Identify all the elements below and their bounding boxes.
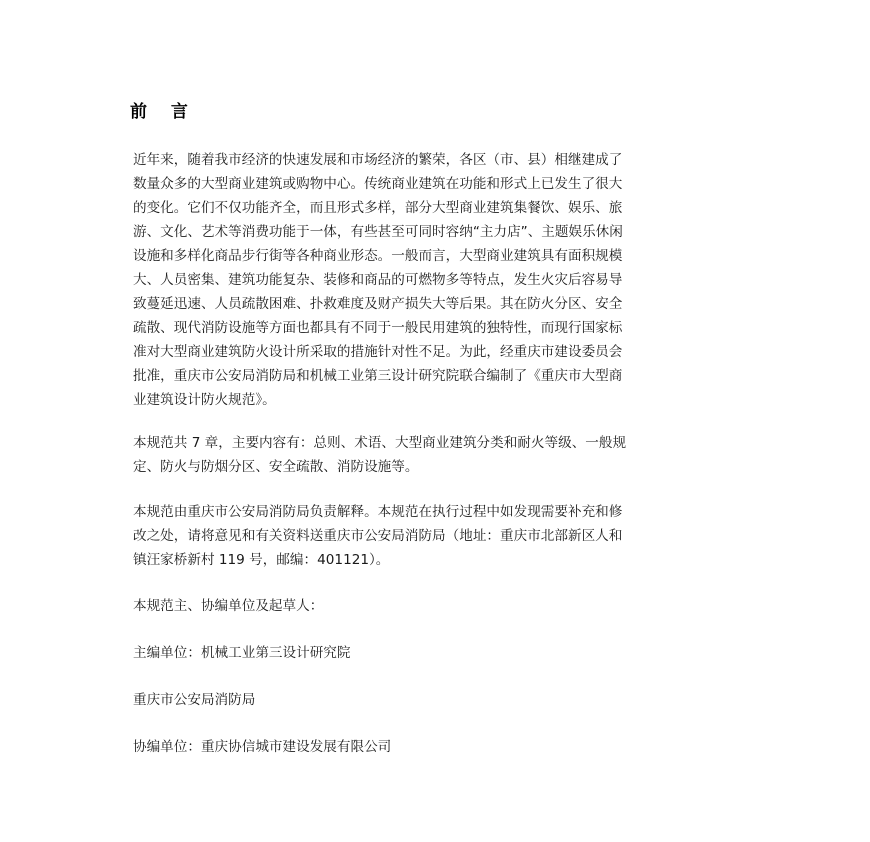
interpretation-line: 改之处，请将意见和有关资料送重庆市公安局消防局（地址：重庆市北部新区人和 xyxy=(133,528,623,544)
intro-line: 游、文化、艺术等消费功能于一体，有些甚至可同时容纳“主力店”、主题娱乐休闲 xyxy=(133,224,623,240)
intro-line: 近年来，随着我市经济的快速发展和市场经济的繁荣，各区（市、县）相继建成了 xyxy=(133,152,623,168)
intro-line: 准对大型商业建筑防火设计所采取的措施针对性不足。为此，经重庆市建设委员会 xyxy=(133,344,623,360)
interpretation-line: 本规范由重庆市公安局消防局负责解释。本规范在执行过程中如发现需要补充和修 xyxy=(133,504,623,520)
intro-line: 致蔓延迅速、人员疏散困难、扑救难度及财产损失大等后果。其在防火分区、安全 xyxy=(133,296,623,312)
intro-line: 数量众多的大型商业建筑或购物中心。传统商业建筑在功能和形式上已发生了很大 xyxy=(133,176,623,192)
intro-line: 设施和多样化商品步行街等各种商业形态。一般而言，大型商业建筑具有面积规模 xyxy=(133,248,623,264)
content-line: 本规范共 7 章，主要内容有：总则、术语、大型商业建筑分类和耐火等级、一般规 xyxy=(133,435,627,451)
co-unit: 协编单位：重庆协信城市建设发展有限公司 xyxy=(133,739,392,755)
intro-line: 大、人员密集、建筑功能复杂、装修和商品的可燃物多等特点，发生火灾后容易导 xyxy=(133,272,623,288)
chief-unit: 主编单位：机械工业第三设计研究院 xyxy=(133,645,351,661)
interpretation-line: 镇汪家桥新村 119 号，邮编：401121）。 xyxy=(133,552,390,568)
content-line: 定、防火与防烟分区、安全疏散、消防设施等。 xyxy=(133,459,419,475)
intro-line: 疏散、现代消防设施等方面也都具有不同于一般民用建筑的独特性，而现行国家标 xyxy=(133,320,623,336)
page-title: 前 言 xyxy=(130,102,197,122)
units-heading: 本规范主、协编单位及起草人： xyxy=(133,598,324,614)
second-unit: 重庆市公安局消防局 xyxy=(133,692,256,708)
intro-line: 的变化。它们不仅功能齐全，而且形式多样，部分大型商业建筑集餐饮、娱乐、旅 xyxy=(133,200,623,216)
intro-line: 业建筑设计防火规范》。 xyxy=(133,392,276,408)
intro-line: 批准，重庆市公安局消防局和机械工业第三设计研究院联合编制了《重庆市大型商 xyxy=(133,368,623,384)
